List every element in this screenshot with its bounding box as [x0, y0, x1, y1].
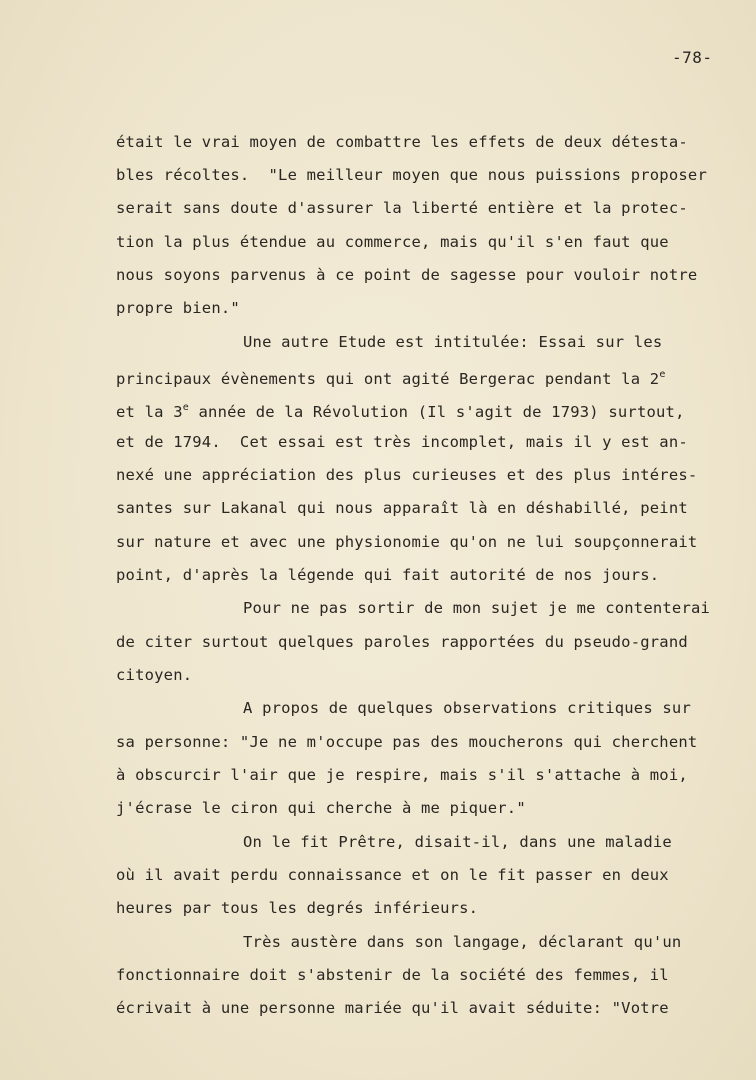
- text-line: Pour ne pas sortir de mon sujet je me contenterai: [243, 599, 711, 617]
- text-line: heures par tous les degrés inférieurs.: [116, 899, 479, 917]
- text-line: Très austère dans son langage, déclarant qu'un: [243, 933, 682, 951]
- text-line: où il avait perdu connaissance et on le fit passer en deux: [116, 866, 669, 884]
- text-line: [116, 365, 666, 389]
- page-number: -78-: [672, 48, 713, 67]
- text-line: Une autre Etude est intitulée: Essai sur les: [243, 333, 663, 351]
- text-line: de citer surtout quelques paroles rapportées du pseudo-grand: [116, 633, 688, 651]
- text-line: à obscurcir l'air que je respire, mais s'il s'attache à moi,: [116, 766, 688, 784]
- text-line: A propos de quelques observations critiques sur: [243, 699, 691, 717]
- text-span: principaux évènements qui ont agité Bergerac pendant la 2: [116, 370, 660, 388]
- text-line: sur nature et avec une physionomie qu'on ne lui soupçonnerait: [116, 533, 698, 551]
- text-line: [116, 398, 685, 422]
- text-line: écrivait à une personne mariée qu'il avait séduite: "Votre: [116, 999, 669, 1017]
- text-line: propre bien.": [116, 299, 240, 317]
- text-line: On le fit Prêtre, disait-il, dans une maladie: [243, 833, 672, 851]
- text-line: et de 1794. Cet essai est très incomplet, mais il y est an-: [116, 433, 688, 451]
- text-line: sa personne: "Je ne m'occupe pas des moucherons qui cherchent: [116, 733, 698, 751]
- text-line: serait sans doute d'assurer la liberté entière et la protec-: [116, 199, 688, 217]
- text-line: tion la plus étendue au commerce, mais qu'il s'en faut que: [116, 233, 669, 251]
- text-line: nous soyons parvenus à ce point de sagesse pour vouloir notre: [116, 266, 698, 284]
- text-line: j'écrase le ciron qui cherche à me piquer.": [116, 799, 526, 817]
- superscript: e: [659, 369, 666, 380]
- text-span: année de la Révolution (Il s'agit de 1793) surtout,: [188, 403, 685, 421]
- text-line: était le vrai moyen de combattre les effets de deux détesta-: [116, 133, 688, 151]
- superscript: e: [182, 402, 189, 413]
- text-line: nexé une appréciation des plus curieuses et des plus intéres-: [116, 466, 698, 484]
- text-line: fonctionnaire doit s'abstenir de la société des femmes, il: [116, 966, 669, 984]
- text-line: santes sur Lakanal qui nous apparaît là en déshabillé, peint: [116, 499, 688, 517]
- text-line: point, d'après la légende qui fait autorité de nos jours.: [116, 566, 660, 584]
- text-span: et la 3: [116, 403, 183, 421]
- text-line: citoyen.: [116, 666, 193, 684]
- text-line: bles récoltes. "Le meilleur moyen que nous puissions proposer: [116, 166, 707, 184]
